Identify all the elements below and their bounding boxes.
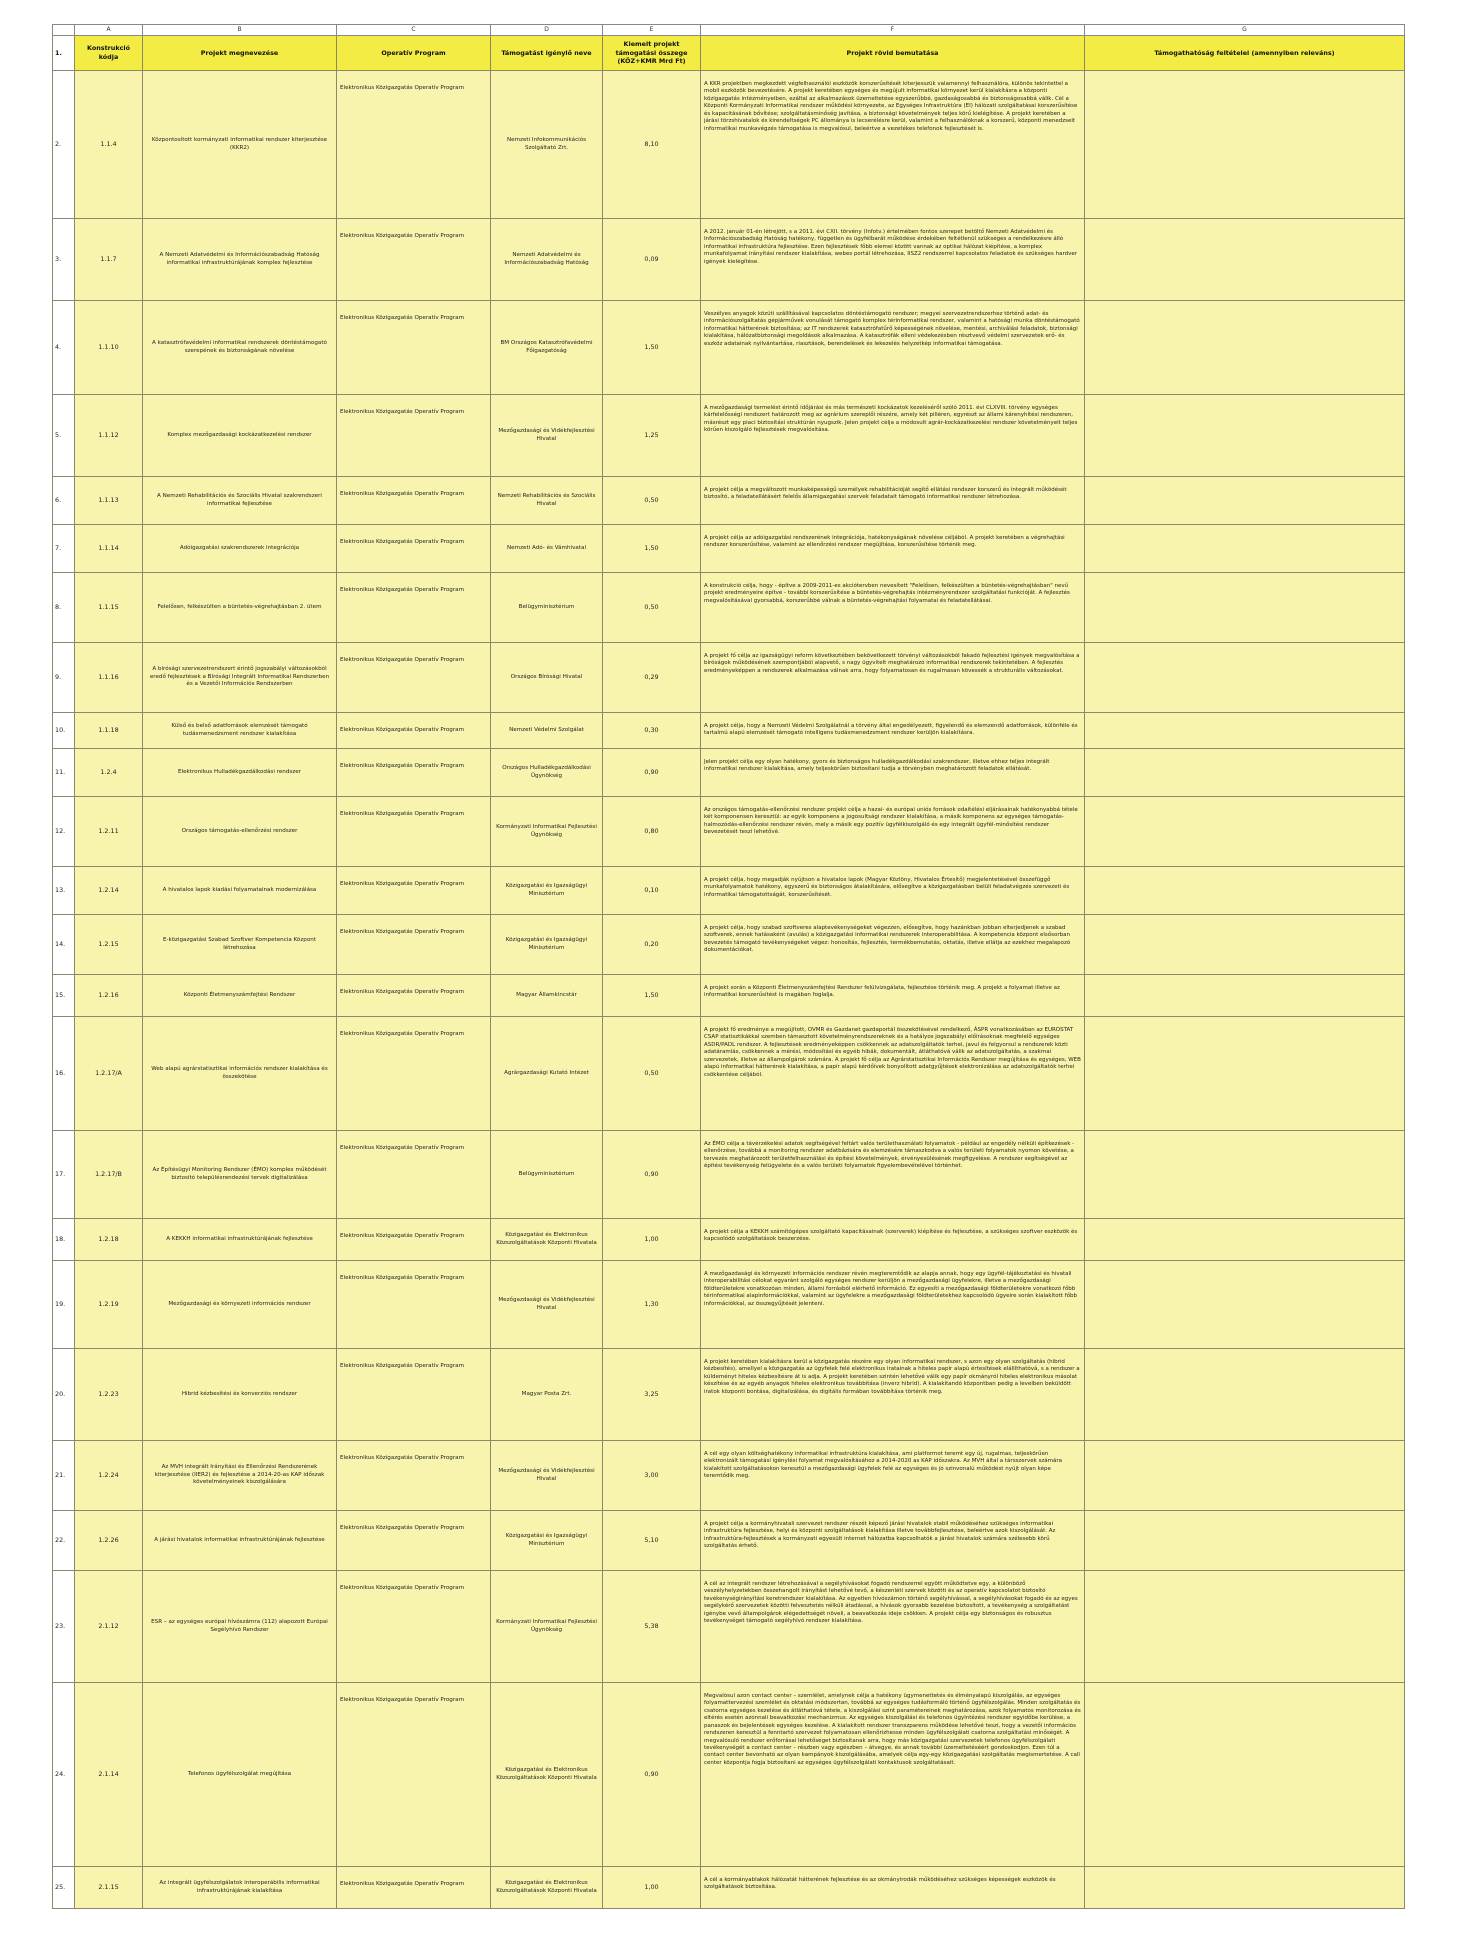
cell-conditions[interactable] — [1085, 1219, 1405, 1261]
cell-applicant[interactable]: Nemzeti Infokommunikációs Szolgáltató Zrt. — [491, 71, 603, 219]
cell-program[interactable]: Elektronikus Közigazgatás Operatív Program — [337, 219, 491, 301]
column-letter-b[interactable]: B — [143, 25, 337, 36]
cell-amount[interactable]: 5,38 — [603, 1571, 701, 1683]
cell-project-name[interactable]: Országos támogatás-ellenőrzési rendszer — [143, 797, 337, 867]
header-program[interactable]: Operatív Program — [337, 36, 491, 71]
column-letter-a[interactable]: A — [75, 25, 143, 36]
cell-description[interactable]: Megvalósul azon contact center – szemlélet, amelynek célja a hatékony ügymenettetés és élményalapú kiszolgálás, az egységes folyamattervezési szemlélet és oktatási módszertan, továbbá az egységes tudásformáló történő ügyfélszolgálás. Minden szolgáltatás és csatorna egységes kezelése és átláthatóvá tétele, a kiszolgálási szint paramétereinek meghatározása, azok folyamatos monitorozása és eltérés esetén azonnali beavatkozási mechanizmus. Az egységes kiszolgálási és telefonos ügyintézési rendszer egyidőbe kerülése, a panaszok és bejelentések egységes kezelése. A kialakított rendszer transzparens működése lehetővé teszi, hogy a vezetői információs rendszeren keresztül a fenntartó szervezet folyamatosan ellenőrizhesse minden ügyfélszolgálati csatorna szolgáltatási minőségét. A megvalósuló rendszer erőforrásai lehetőséget biztosítanak arra, hogy más közigazgatási szervezetek telefonos ügyfélszolgálati tevékenységét a contact center – részben vagy egészben – átvegye, és annak további üzemeltetéséért gondoskodjon. Ezen túl a contact center bevonható az olyan kampányok kiszolgálásába, amelyek célja egy-egy közigazgatási szolgáltatás megismertetése. A call center központja fogja biztosítani az egységes ügyfélszolgálati kontaktusok szolgáltatásait. — [701, 1683, 1085, 1867]
table-row — [53, 643, 1405, 713]
cell-description[interactable]: A projekt célja az adóigazgatási rendszerének integrációja, hatékonyságának növelése céljából. A projekt keretében a végrehajtási rendszer korszerűsítése, valamint az ellenőrzési rendszer megújítása, korszerűsítése történik meg. — [701, 525, 1085, 573]
cell-description[interactable]: A projekt célja a kormányhivatali szervezet rendszer részét képező járási hivatalok stabil működéséhez szükséges informatikai infrastruktúra fejlesztése, helyi és központi szolgáltatások kialakítása illetve továbbfejlesztése, beleértve azok kiszolgálását. Az infrastruktúra-fejlesztések a kormányzati egyesült internet hálózatba kapcsolhatók a járási hivatalok számára szélesebb körű szolgáltatás érhető. — [701, 1511, 1085, 1571]
table-row — [53, 1867, 1405, 1909]
cell-code[interactable]: 1.2.14 — [75, 867, 143, 915]
cell-description[interactable]: A cél a kormányablakok hálózatát hátterének fejlesztése és az okmányirodák működéséhez szükséges képességek eszközök és szolgáltatások biztosítása. — [701, 1867, 1085, 1909]
cell-code[interactable]: 2.1.15 — [75, 1867, 143, 1909]
cell-amount[interactable]: 0,50 — [603, 573, 701, 643]
cell-code[interactable]: 1.2.18 — [75, 1219, 143, 1261]
cell-project-name[interactable]: A katasztrófavédelmi informatikai rendszerek döntéstámogató szerepének és biztonságának növelése — [143, 301, 337, 395]
column-letter-c[interactable]: C — [337, 25, 491, 36]
cell-description[interactable]: A projekt keretében kialakításra kerül a közigazgatás részére egy olyan informatikai rendszer, s azon egy olyan szolgáltatás (hibrid kézbesítés), amellyel a közigazgatás az ügyfelek felé elektronikus iratainak a hiteles papír alapú értesítések elállíthatóvá, s a rendszer a küldeményt hiteles kézbesítésre át is adja. A projekt keretében szintén lehetővé válik egy papír okmányról hiteles elektronikus másolat készítése és az egyéb anyagok hiteles elektronikus továbbítása (inverz hibrid). A kialakítandó központban pedig a levelben beküldött iratok központi bontása, digitalizálása, és digitális formában továbbítása történik meg. — [701, 1349, 1085, 1441]
cell-description[interactable]: A projekt során a Központi Életmenyszámfejtési Rendszer felülvizsgálata, fejlesztése történik meg. A projekt a folyamat illetve az informatikai korszerűsítést is magában foglalja. — [701, 975, 1085, 1017]
cell-description[interactable]: A projekt fő célja az igazságügyi reform következtében bekövetkezett törvényi változásokból fakadó fejlesztési igények megvalósítása a bíróságok működésének szempontjából alapvető, s nagy ügyvitelt meghatározó informatikai rendszerek tekintetében. A fejlesztés eredményeképpen a rendszerek alkalmazása válnak arra, hogy folyamatosan és rugalmasan kövessék a strukturális változásokat. — [701, 643, 1085, 713]
cell-applicant[interactable]: Közigazgatási és Igazságügyi Minisztérium — [491, 915, 603, 975]
cell-program[interactable]: Elektronikus Közigazgatás Operatív Program — [337, 525, 491, 573]
row-number[interactable]: 22. — [53, 1511, 75, 1571]
cell-description[interactable]: A cél egy olyan költséghatékony informatikai infrastruktúra kialakítása, ami platformot teremt egy új, rugalmas, teljeskörűen elektronizált támogatási igénylési folyamat megvalósításához a 2014-2020 as KAP időszakra. Az MVH által a társszervek számára kialakított szolgáltatásokon keresztül a mezőgazdasági ügyfelek felé az egységes és jó szinvonalú működést nyújt olyan képe teremtődik meg. — [701, 1441, 1085, 1511]
table-row — [53, 749, 1405, 797]
row-number[interactable]: 25. — [53, 1867, 75, 1909]
cell-program[interactable]: Elektronikus Közigazgatás Operatív Program — [337, 301, 491, 395]
cell-code[interactable]: 1.2.26 — [75, 1511, 143, 1571]
cell-code[interactable]: 2.1.12 — [75, 1571, 143, 1683]
cell-program[interactable]: Elektronikus Közigazgatás Operatív Program — [337, 1683, 491, 1867]
cell-amount[interactable]: 0,90 — [603, 1683, 701, 1867]
cell-conditions[interactable] — [1085, 525, 1405, 573]
cell-project-name[interactable]: A bírósági szervezetrendszert érintő jogszabályi változásokból eredő fejlesztések a Bírósági Integrált Informatikai Rendszerben és a Vezetői Információs Rendszerben — [143, 643, 337, 713]
table-row — [53, 1017, 1405, 1131]
cell-program[interactable]: Elektronikus Közigazgatás Operatív Program — [337, 1261, 491, 1349]
row-number[interactable]: 3. — [53, 219, 75, 301]
cell-project-name[interactable]: A járási hivatalok informatikai infrastruktúrájának fejlesztése — [143, 1511, 337, 1571]
cell-code[interactable]: 1.2.15 — [75, 915, 143, 975]
cell-conditions[interactable] — [1085, 1131, 1405, 1219]
table-row — [53, 573, 1405, 643]
row-number[interactable]: 9. — [53, 643, 75, 713]
cell-conditions[interactable] — [1085, 477, 1405, 525]
row-number[interactable]: 14. — [53, 915, 75, 975]
cell-description[interactable]: A projekt célja a megváltozott munkaképességű személyek rehabilitációját segítő ellátási rendszer korszerű és integrált működését biztosító, a feladatellátásért felelős államigazgatási szervek feladatait támogató informatikai rendszer létrehozása. — [701, 477, 1085, 525]
cell-project-name[interactable]: Az MVH integrált Irányítási és Ellenőrzési Rendszerének kiterjesztése (IIER2) és fejlesztése a 2014-20-as KAP időszak követelményeinek kiszolgálására — [143, 1441, 337, 1511]
table-row — [53, 525, 1405, 573]
cell-code[interactable]: 1.1.12 — [75, 395, 143, 477]
cell-applicant[interactable]: Országos Hulladékgazdálkodási Ügynökség — [491, 749, 603, 797]
table-row — [53, 1131, 1405, 1219]
table-row — [53, 301, 1405, 395]
cell-conditions[interactable] — [1085, 1349, 1405, 1441]
cell-code[interactable]: 1.2.17/B — [75, 1131, 143, 1219]
table-row — [53, 1571, 1405, 1683]
cell-program[interactable]: Elektronikus Közigazgatás Operatív Program — [337, 867, 491, 915]
cell-project-name[interactable]: Adóigazgatási szakrendszerek integrációja — [143, 525, 337, 573]
cell-applicant[interactable]: Mezőgazdasági és Vidékfejlesztési Hivatal — [491, 395, 603, 477]
cell-conditions[interactable] — [1085, 713, 1405, 749]
cell-amount[interactable]: 8,10 — [603, 71, 701, 219]
row-number[interactable]: 20. — [53, 1349, 75, 1441]
cell-amount[interactable]: 0,90 — [603, 749, 701, 797]
row-number[interactable]: 7. — [53, 525, 75, 573]
cell-description[interactable]: Veszélyes anyagok közúti szállításával kapcsolatos döntéstámogató rendszer; megyei szervezetrendszerhez történő adat- és információszolgáltatás gépjárművek vonulását támogató komplex térinformatikai rendszer, valamint a hatósági munka döntéstámogató informatikai hátterének biztosítása; az IT rendszerek katasztrófatűrő képességének növelése, mentési, archiválási feladatok, biztonsági kialakítása, hálózatbiztonsági megoldások alkalmazása. A katasztrófák elleni védekezésben résztvevő védelmi szervezetek erő- és eszköz adatainak nyilvántartása, riasztások, berendelések és lekezelés helyzetkép informatikai támogatása. — [701, 301, 1085, 395]
cell-amount[interactable]: 0,20 — [603, 915, 701, 975]
cell-description[interactable]: A mezőgazdasági és környezeti információs rendszer révén megteremtődik az alapja annak, hogy egy ügyfél-tájékoztatási és hivatali interoperabilitási célokat egyaránt szolgáló egységes rendszer kerüljön a mezőgazdasági ügyfelekre, illetve a mezőgazdasági földterületekre vonatkozóan minden, állami forrásból elérhető információ. Ez egyesíti a mezőgazdasági földterületekre vonatkozó főbb térinformatikai alapinformációkkal, valamint az ügyfelekre a mezőgazdasági földterületekhez kapcsolódó ügyeire során kialakított főbb információkkal, az összegyűjtését jelenteni. — [701, 1261, 1085, 1349]
header-amount[interactable]: Kiemelt projekt támogatási összege (KÖZ+KMR Mrd Ft) — [603, 36, 701, 71]
cell-amount[interactable]: 1,00 — [603, 1219, 701, 1261]
cell-code[interactable]: 1.1.10 — [75, 301, 143, 395]
cell-code[interactable]: 1.1.15 — [75, 573, 143, 643]
cell-project-name[interactable]: Web alapú agrárstatisztikai információs rendszer kialakítása és összekötése — [143, 1017, 337, 1131]
row-number[interactable]: 18. — [53, 1219, 75, 1261]
cell-project-name[interactable]: Központi Életmenyszámfejtési Rendszer — [143, 975, 337, 1017]
cell-conditions[interactable] — [1085, 71, 1405, 219]
cell-amount[interactable]: 0,10 — [603, 867, 701, 915]
cell-description[interactable]: Az ÉMO célja a távérzékelési adatok segítségével feltárt valós területhasználati folyamatok - például az engedély nélküli építkezések - ellenőrzése, továbbá a monitoring rendszer adatbázisára és elemzésére támaszkodva a valós területi folyamatok nyomon követése, a tervezés meghatározott területfelhasználási és építési követelmények, érvényesülésének megfigyelése. A rendszer segítségével az építési tevékenység felügyelete és a valós területi folyamatok figyelembevételével történhet. — [701, 1131, 1085, 1219]
table-row — [53, 395, 1405, 477]
cell-applicant[interactable]: BM Országos Katasztrófavédelmi Főigazgatóság — [491, 301, 603, 395]
row-number[interactable]: 17. — [53, 1131, 75, 1219]
table-row — [53, 1349, 1405, 1441]
cell-code[interactable]: 1.1.13 — [75, 477, 143, 525]
table-row — [53, 477, 1405, 525]
cell-amount[interactable]: 0,30 — [603, 713, 701, 749]
cell-project-name[interactable]: A hivatalos lapok kiadási folyamatainak modernizálása — [143, 867, 337, 915]
cell-code[interactable]: 1.2.17/A — [75, 1017, 143, 1131]
cell-project-name[interactable]: ESR – az egységes európai hívószámra (112) alapozott Európai Segélyhívó Rendszer — [143, 1571, 337, 1683]
header-name[interactable]: Projekt megnevezése — [143, 36, 337, 71]
cell-conditions[interactable] — [1085, 1017, 1405, 1131]
cell-amount[interactable]: 3,25 — [603, 1349, 701, 1441]
cell-applicant[interactable]: Mezőgazdasági és Vidékfejlesztési Hivatal — [491, 1261, 603, 1349]
cell-program[interactable]: Elektronikus Közigazgatás Operatív Program — [337, 395, 491, 477]
cell-code[interactable]: 1.1.18 — [75, 713, 143, 749]
cell-project-name[interactable]: Komplex mezőgazdasági kockázatkezelési rendszer — [143, 395, 337, 477]
spreadsheet-table — [52, 24, 1405, 1909]
cell-applicant[interactable]: Közigazgatási és Igazságügyi Minisztérium — [491, 867, 603, 915]
cell-amount[interactable]: 1,30 — [603, 1261, 701, 1349]
cell-description[interactable]: Az országos támogatás-ellenőrzési rendszer projekt célja a hazai- és európai uniós források odaítélési eljárásainak hatékonyabbá tétele két komponensen keresztül: az egyik komponens a jogosultsági rendszer kialakítása, a másik komponens az egységes támogatás-halmozódás-ellenőrzési rendszer révén, mely a másik egy pozitív ügyfélkiszolgáló és egy integrált ügyfél-minősítési rendszer bevezetését teszi lehetővé. — [701, 797, 1085, 867]
row-number[interactable]: 11. — [53, 749, 75, 797]
cell-description[interactable]: A KKR projektben megkezdett végfelhasználói eszközök korszerűsítését kiterjesszük valamennyi felhasználóra, különös tekintettel a mobil eszközök bevezetésére. A projekt keretében egységes és megújult informatikai környezet kerül kialakításra a központi közigazgatás intézményeiben, ezáltal az alkalmazások üzemeltetése egyszerűbbé, gazdaságosabbá és biztonságosabbá válik. Cél a Központi Kormányzati Informatikai rendszer működési környezete, az Egységes Infrastruktúra (EI) hálózati szolgáltatásai korszerűsítése és kapacitásának bővítése; szolgáltatásminőség javítása, a biztonsági követelmények teljes körű kielégítése. A projekt keretében a járási törzshivatalok és kirendeltségek PC állománya is lecserélésre kerül, valamint a felhasználóknak a korszerű, központi menedzselt informatikai munkavégzés támogatása is megvalósul, beleértve a vezetékes telefonok fejlesztését is. — [701, 71, 1085, 219]
cell-description[interactable]: A 2012. január 01-én létrejött, s a 2011. évi CXII. törvény (Infotv.) értelmében fontos szerepet betöltő Nemzeti Adatvédelmi és Információszabadság Hatóság hatékony, független és ügyfélbarát működése érdekében feltétlenül szükséges a rendelkezésre álló informatikai infrastruktúra fejlesztése. Ezen fejlesztések főbb elemei között vannak az optikai hálózat kiépítése, a komplex munkafolyamat irányítási rendszer kialakítása, webes portál létrehozása, IISZ2 rendszerrel kapcsolatos feladatok és szükséges hardver igények kielégítése. — [701, 219, 1085, 301]
cell-conditions[interactable] — [1085, 867, 1405, 915]
cell-description[interactable]: A projekt célja a KEKKH számítógépes szolgáltató kapacitásainak (szerverek) kiépítése és fejlesztése, a szükséges szoftver eszközök és kapcsolódó szolgáltatások beszerzése. — [701, 1219, 1085, 1261]
cell-code[interactable]: 1.2.11 — [75, 797, 143, 867]
cell-project-name[interactable]: Telefonos ügyfélszolgálat megújítása — [143, 1683, 337, 1867]
table-row — [53, 1441, 1405, 1511]
cell-description[interactable]: A konstrukció célja, hogy - építve a 2009-2011-es akciótervben nevesített "Felelősen, felkészülten a büntetés-végrehajtásban" nevű projekt eredményeire építve - további korszerűsítése a büntetés-végrehajtás intézményrendszer szolgáltatási funkcióját. A fejlesztés megvalósításával gyorsabbá, korszerűbbé válnak a büntetés-végrehajtási folyamatai és feladatellátásai. — [701, 573, 1085, 643]
row-number[interactable]: 8. — [53, 573, 75, 643]
cell-code[interactable]: 1.2.24 — [75, 1441, 143, 1511]
table-row — [53, 1261, 1405, 1349]
cell-description[interactable]: A projekt célja, hogy szabad szoftveres alaptevékenységeket végezzen, elősegítve, hogy hazánkban jobban elterjedjenek a szabad szoftverek, ennek hatásaként (avulás) a közigazgatási informatikai rendszerek interoperabilitása. A kompetencia központ elsősorban bevezetés támogató tevékenységeket végez: honosítás, fejlesztés, termékbemutatás, oktatás, illetve ellátja az ezekhez megalapozó dokumentációkat. — [701, 915, 1085, 975]
row-number[interactable]: 6. — [53, 477, 75, 525]
cell-program[interactable]: Elektronikus Közigazgatás Operatív Program — [337, 1511, 491, 1571]
header-code[interactable]: Konstrukció kódja — [75, 36, 143, 71]
cell-conditions[interactable] — [1085, 395, 1405, 477]
cell-program[interactable]: Elektronikus Közigazgatás Operatív Program — [337, 713, 491, 749]
table-row — [53, 713, 1405, 749]
cell-conditions[interactable] — [1085, 797, 1405, 867]
cell-description[interactable]: A projekt célja, hogy a Nemzeti Védelmi Szolgálatnál a törvény által engedélyezett, figyelendő és elemzendő adatforrások, különféle és tartalmú alapú elemzését támogató intelligens tudásmenedzsment rendszer kerüljön kialakításra. — [701, 713, 1085, 749]
cell-program[interactable]: Elektronikus Közigazgatás Operatív Program — [337, 1349, 491, 1441]
table-row — [53, 1683, 1405, 1867]
cell-applicant[interactable]: Nemzeti Védelmi Szolgálat — [491, 713, 603, 749]
cell-conditions[interactable] — [1085, 1441, 1405, 1511]
cell-program[interactable]: Elektronikus Közigazgatás Operatív Program — [337, 797, 491, 867]
cell-amount[interactable]: 1,00 — [603, 1867, 701, 1909]
table-row — [53, 915, 1405, 975]
cell-description[interactable]: Jelen projekt célja egy olyan hatékony, gyors és biztonságos hulladékgazdálkodási szakrendszer, illetve ehhez teljes integrált informatikai rendszer kialakítása, amely teljeskörűen biztosítani tudja a törvényben meghatározott feladatok ellátását. — [701, 749, 1085, 797]
row-number[interactable]: 4. — [53, 301, 75, 395]
cell-description[interactable]: A mezőgazdasági termelést érintő időjárási és más természeti kockázatok kezeléséről szóló 2011. évi CLXVIII. törvény egységes kárfelelősségi rendszert határozott meg az agrárium szereplői részére, amely két pilléren, egyrészt az állami kárenyhítési rendszeren, másrészt egy piaci biztosítási struktúrán nyugszik. Jelen projekt célja a módosult agrár-kockázatkezelési rendszer követelményeit teljes körűen kiszolgáló fejlesztések megvalósítása. — [701, 395, 1085, 477]
column-letter-d[interactable]: D — [491, 25, 603, 36]
cell-applicant[interactable]: Országos Bírósági Hivatal — [491, 643, 603, 713]
row-number[interactable]: 21. — [53, 1441, 75, 1511]
cell-applicant[interactable]: Belügyminisztérium — [491, 573, 603, 643]
table-row — [53, 1219, 1405, 1261]
header-conditions[interactable]: Támogathatóság feltételei (amennyiben releváns) — [1085, 36, 1405, 71]
row-number[interactable]: 15. — [53, 975, 75, 1017]
cell-program[interactable]: Elektronikus Közigazgatás Operatív Program — [337, 477, 491, 525]
cell-code[interactable]: 1.1.4 — [75, 71, 143, 219]
cell-conditions[interactable] — [1085, 1867, 1405, 1909]
column-letter-row — [53, 25, 1405, 36]
cell-amount[interactable]: 1,25 — [603, 395, 701, 477]
table-row — [53, 797, 1405, 867]
cell-code[interactable]: 1.2.23 — [75, 1349, 143, 1441]
cell-applicant[interactable]: Közigazgatási és Igazságügyi Minisztérium — [491, 1511, 603, 1571]
cell-conditions[interactable] — [1085, 219, 1405, 301]
cell-project-name[interactable]: Központosított kormányzati informatikai rendszer kiterjesztése (KKR2) — [143, 71, 337, 219]
cell-conditions[interactable] — [1085, 573, 1405, 643]
cell-code[interactable]: 1.1.7 — [75, 219, 143, 301]
cell-applicant[interactable]: Közigazgatási és Elektronikus Közszolgáltatások Központi Hivatala — [491, 1683, 603, 1867]
cell-program[interactable]: Elektronikus Közigazgatás Operatív Program — [337, 975, 491, 1017]
cell-amount[interactable]: 0,29 — [603, 643, 701, 713]
cell-project-name[interactable]: Felelősen, felkészülten a büntetés-végrehajtásban 2. ütem — [143, 573, 337, 643]
cell-program[interactable]: Elektronikus Közigazgatás Operatív Program — [337, 1867, 491, 1909]
header-description[interactable]: Projekt rövid bemutatása — [701, 36, 1085, 71]
table-row — [53, 1511, 1405, 1571]
column-letter-g[interactable]: G — [1085, 25, 1405, 36]
cell-description[interactable]: A projekt fő eredménye a megújított, OVMR és Gazdanet gazdaportál összekötésével rendelkező, ÁSPR vonatkozásában az EUROSTAT CSAP statisztikákkal szemben támasztott követelményrendszereknek és a hatályos jogszabályi előírásoknak megfelelő egységes ASDR/PADL rendszer. A fejlesztések eredményeképpen csökkennek az adatszolgáltatók terhei, javul és felgyorsul a rendszerek közti adatáramlás, csökkennek a mérési, módosítási és egyéb hibák, dokumentált, átláthatóvá válik az adatszolgáltatás, a szakmai szervezetek, illetve az állampolgárok számára. A projekt fő célja az Agrárstatisztikai Információs Rendszer megújítása és egységes, WEB alapú informatikai hátterének kialakítása, a papír alapú kérdőívek bonyolított adatgyűjtések elektronizálása az adatszolgáltatók terhei csökkentése céljából. — [701, 1017, 1085, 1131]
cell-applicant[interactable]: Közigazgatási és Elektronikus Közszolgáltatások Központi Hivatala — [491, 1867, 603, 1909]
header-row — [53, 36, 1405, 71]
table-row — [53, 975, 1405, 1017]
cell-project-name[interactable]: A Nemzeti Rehabilitációs és Szociális Hivatal szakrendszeri informatikai fejlesztése — [143, 477, 337, 525]
cell-conditions[interactable] — [1085, 1683, 1405, 1867]
cell-project-name[interactable]: E-közigazgatási Szabad Szoftver Kompetencia Központ létrehozása — [143, 915, 337, 975]
cell-conditions[interactable] — [1085, 915, 1405, 975]
cell-amount[interactable]: 0,50 — [603, 477, 701, 525]
cell-conditions[interactable] — [1085, 1511, 1405, 1571]
row-number[interactable]: 23. — [53, 1571, 75, 1683]
cell-amount[interactable]: 1,50 — [603, 525, 701, 573]
cell-code[interactable]: 1.1.16 — [75, 643, 143, 713]
cell-applicant[interactable]: Magyar Államkincstár — [491, 975, 603, 1017]
table-row — [53, 219, 1405, 301]
cell-program[interactable]: Elektronikus Közigazgatás Operatív Program — [337, 1441, 491, 1511]
cell-amount[interactable]: 0,90 — [603, 1131, 701, 1219]
cell-program[interactable]: Elektronikus Közigazgatás Operatív Program — [337, 1017, 491, 1131]
cell-amount[interactable]: 5,10 — [603, 1511, 701, 1571]
row-number[interactable]: 13. — [53, 867, 75, 915]
row-number[interactable]: 12. — [53, 797, 75, 867]
cell-program[interactable]: Elektronikus Közigazgatás Operatív Program — [337, 71, 491, 219]
cell-applicant[interactable]: Magyar Posta Zrt. — [491, 1349, 603, 1441]
cell-program[interactable]: Elektronikus Közigazgatás Operatív Program — [337, 1219, 491, 1261]
column-letter-e[interactable]: E — [603, 25, 701, 36]
cell-project-name[interactable]: Az Építésügyi Monitoring Rendszer (ÉMO) komplex működését biztosító településrendezési tervek digitalizálása — [143, 1131, 337, 1219]
row-number[interactable]: 5. — [53, 395, 75, 477]
cell-program[interactable]: Elektronikus Közigazgatás Operatív Program — [337, 1571, 491, 1683]
cell-code[interactable]: 1.2.19 — [75, 1261, 143, 1349]
cell-amount[interactable]: 1,50 — [603, 975, 701, 1017]
row-number[interactable]: 24. — [53, 1683, 75, 1867]
row-number[interactable]: 16. — [53, 1017, 75, 1131]
cell-applicant[interactable]: Mezőgazdasági és Vidékfejlesztési Hivatal — [491, 1441, 603, 1511]
cell-conditions[interactable] — [1085, 749, 1405, 797]
cell-program[interactable]: Elektronikus Közigazgatás Operatív Program — [337, 643, 491, 713]
cell-description[interactable]: A projekt célja, hogy megadják nyújtson a hivatalos lapok (Magyar Közlöny, Hivatalos Értesítő) megjelentetésével összefüggő munkafolyamatok hatékony, egyszerű és biztonságos átalakítására, elősegítve a közigazgatásban belüli feladatvégzés szervezeti és informatikai támogatottságát, korszerűsítését. — [701, 867, 1085, 915]
row-number[interactable]: 2. — [53, 71, 75, 219]
cell-code[interactable]: 2.1.14 — [75, 1683, 143, 1867]
cell-project-name[interactable]: Az integrált ügyfélszolgálatok interoperábilis informatikai infrastruktúrájának kialakítása — [143, 1867, 337, 1909]
cell-applicant[interactable]: Nemzeti Adó- és Vámhivatal — [491, 525, 603, 573]
cell-applicant[interactable]: Közigazgatási és Elektronikus Közszolgáltatások Központi Hivatala — [491, 1219, 603, 1261]
cell-conditions[interactable] — [1085, 975, 1405, 1017]
cell-program[interactable]: Elektronikus Közigazgatás Operatív Program — [337, 749, 491, 797]
cell-conditions[interactable] — [1085, 643, 1405, 713]
cell-code[interactable]: 1.2.16 — [75, 975, 143, 1017]
cell-project-name[interactable]: A Nemzeti Adatvédelmi és Információszabadság Hatóság informatikai infrastruktúrájának komplex fejlesztése — [143, 219, 337, 301]
cell-applicant[interactable]: Kormányzati Informatikai Fejlesztési Ügynökség — [491, 1571, 603, 1683]
cell-conditions[interactable] — [1085, 1571, 1405, 1683]
cell-program[interactable]: Elektronikus Közigazgatás Operatív Program — [337, 573, 491, 643]
cell-project-name[interactable]: Hibrid kézbesítési és konverziós rendszer — [143, 1349, 337, 1441]
row-number[interactable]: 1. — [53, 36, 75, 71]
cell-conditions[interactable] — [1085, 1261, 1405, 1349]
cell-amount[interactable]: 1,50 — [603, 301, 701, 395]
row-number[interactable]: 19. — [53, 1261, 75, 1349]
cell-program[interactable]: Elektronikus Közigazgatás Operatív Program — [337, 915, 491, 975]
column-letter-f[interactable]: F — [701, 25, 1085, 36]
cell-code[interactable]: 1.1.14 — [75, 525, 143, 573]
cell-program[interactable]: Elektronikus Közigazgatás Operatív Program — [337, 1131, 491, 1219]
cell-project-name[interactable]: A KEKKH informatikai infrastruktúrájának fejlesztése — [143, 1219, 337, 1261]
row-number[interactable]: 10. — [53, 713, 75, 749]
cell-amount[interactable]: 0,09 — [603, 219, 701, 301]
cell-applicant[interactable]: Nemzeti Adatvédelmi és Információszabadság Hatóság — [491, 219, 603, 301]
cell-amount[interactable]: 0,50 — [603, 1017, 701, 1131]
cell-project-name[interactable]: Elektronikus Hulladékgazdálkodási rendszer — [143, 749, 337, 797]
cell-project-name[interactable]: Külső és belső adatforrások elemzését támogató tudásmenedzsment rendszer kialakítása — [143, 713, 337, 749]
header-applicant[interactable]: Támogatást igénylő neve — [491, 36, 603, 71]
cell-applicant[interactable]: Belügyminisztérium — [491, 1131, 603, 1219]
cell-conditions[interactable] — [1085, 301, 1405, 395]
cell-amount[interactable]: 0,80 — [603, 797, 701, 867]
column-letter-corner[interactable] — [53, 25, 75, 36]
cell-applicant[interactable]: Agrárgazdasági Kutató Intézet — [491, 1017, 603, 1131]
cell-amount[interactable]: 3,00 — [603, 1441, 701, 1511]
cell-project-name[interactable]: Mezőgazdasági és környezeti információs rendszer — [143, 1261, 337, 1349]
cell-description[interactable]: A cél az integrált rendszer létrehozásával a segélyhívásokat fogadó rendszerrel egyött működtetve egy, a különböző veszélyhelyzetekben összehangolt irányítást lehetővé tevő, a készenléti szervek közötti és az operatív kapcsolatot biztosító tevékenységirányítási keretrendszer kialakítása. Az egyetlen hívószámon történő segélyhívással, a segélyhívásokat fogadó és az egyes segélykérő szervezetek közötti felvesztetés nélküli átadással, a hívások gyorsabb kezelése biztosított, a tevékenység a szolgáltatást igénybe vevő állampolgárok elégedettségét növeli, a beavatkozás ideje csökken. A projekt célja egy biztonságos és robusztus tevékenységet támogató segélyhívó rendszer kialakítása. — [701, 1571, 1085, 1683]
cell-applicant[interactable]: Nemzeti Rehabilitációs és Szociális Hivatal — [491, 477, 603, 525]
table-row — [53, 867, 1405, 915]
cell-applicant[interactable]: Kormányzati Informatikai Fejlesztési Ügynökség — [491, 797, 603, 867]
cell-code[interactable]: 1.2.4 — [75, 749, 143, 797]
table-row — [53, 71, 1405, 219]
